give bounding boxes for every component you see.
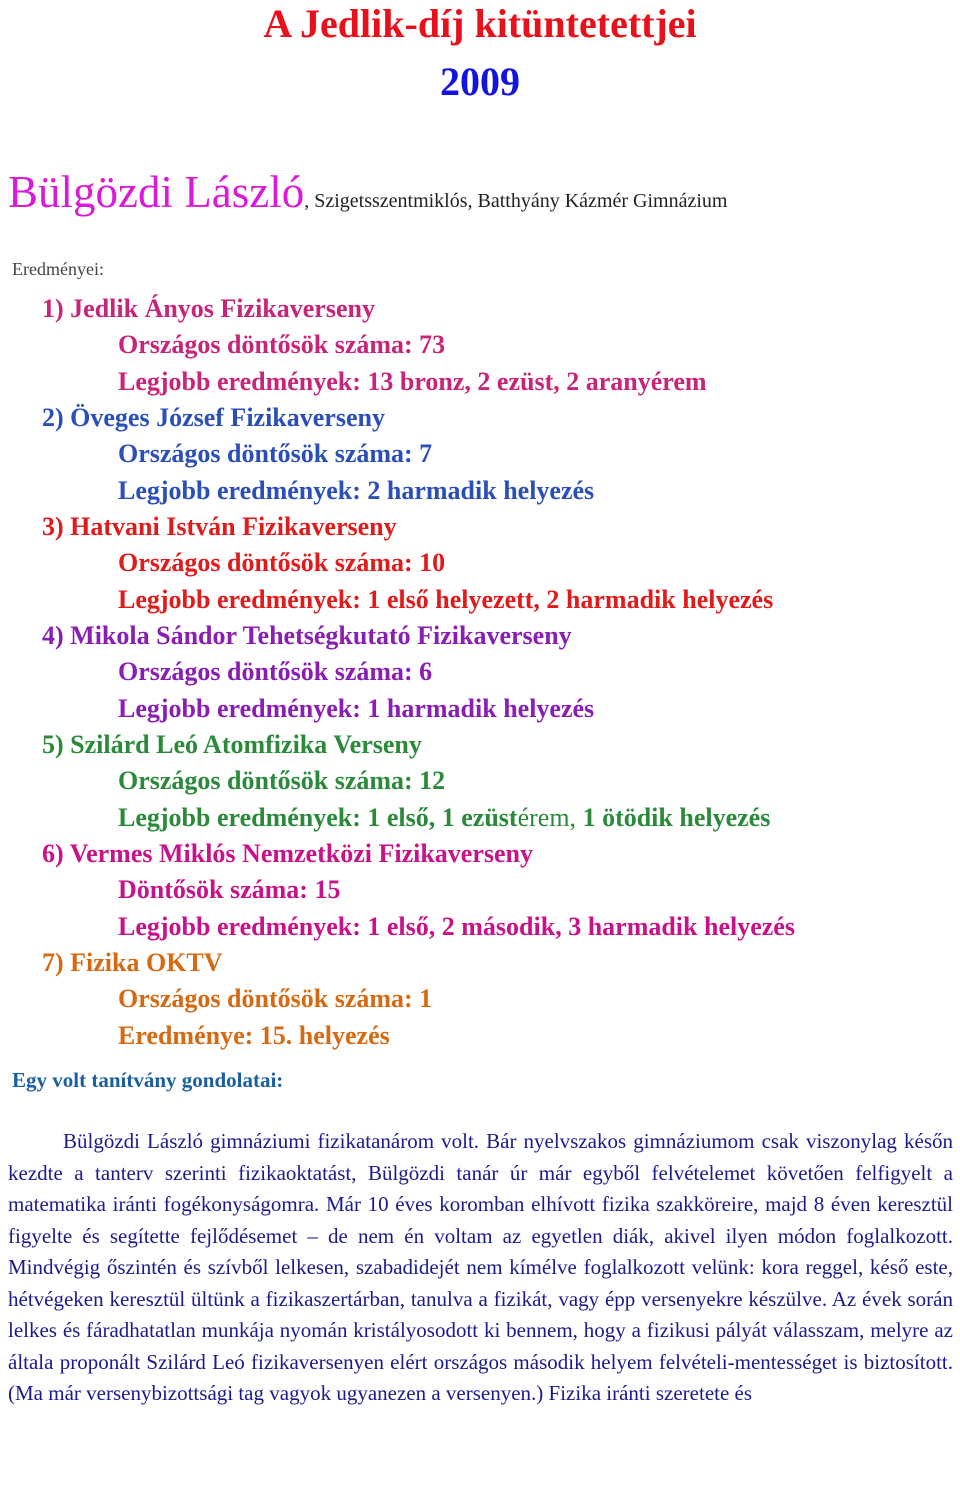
competition-title: 6) Vermes Miklós Nemzetközi Fizikaverseny <box>42 839 534 868</box>
competition-title: 3) Hatvani István Fizikaverseny <box>42 512 397 541</box>
competition-best: Legjobb eredmények: 13 bronz, 2 ezüst, 2 aranyérem <box>118 367 707 396</box>
competition-best <box>118 805 770 831</box>
competition-best-part: érem, <box>517 803 577 832</box>
competition-finalists: Döntősök száma: 15 <box>118 875 341 904</box>
competition-best: Legjobb eredmények: 1 első helyezett, 2 harmadik helyezés <box>118 585 774 614</box>
competition-title: 5) Szilárd Leó Atomfizika Verseny <box>42 730 422 759</box>
competition-finalists: Országos döntősök száma: 7 <box>118 439 433 468</box>
competition-best-part: Legjobb eredmények: 1 első, 1 ezüst <box>118 803 518 832</box>
competition-finalists: Országos döntősök száma: 73 <box>118 330 446 359</box>
awardee-name: Bülgözdi László <box>8 167 305 217</box>
competition-title: 1) Jedlik Ányos Fizikaverseny <box>42 294 375 323</box>
competition-title: 7) Fizika OKTV <box>42 948 223 977</box>
competition-finalists: Országos döntősök száma: 1 <box>118 984 433 1013</box>
awardee-line <box>8 167 728 217</box>
awardee-affiliation: , Szigetsszentmiklós, Batthyány Kázmér Gimnázium <box>304 190 728 212</box>
competition-best-part: 1 ötödik helyezés <box>576 803 771 832</box>
competition-finalists: Országos döntősök száma: 10 <box>118 548 446 577</box>
page-title: A Jedlik-díj kitüntetettjei <box>263 1 697 46</box>
competition-best: Legjobb eredmények: 1 első, 2 második, 3 harmadik helyezés <box>118 912 795 941</box>
competition-title: 2) Öveges József Fizikaverseny <box>42 403 385 432</box>
award-year: 2009 <box>440 59 520 104</box>
competition-finalists: Országos döntősök száma: 6 <box>118 657 433 686</box>
competition-finalists: Országos döntősök száma: 12 <box>118 766 446 795</box>
competition-best: Legjobb eredmények: 2 harmadik helyezés <box>118 476 595 505</box>
competition-best: Legjobb eredmények: 1 harmadik helyezés <box>118 694 595 723</box>
competition-best: Eredménye: 15. helyezés <box>118 1021 390 1050</box>
competition-title: 4) Mikola Sándor Tehetségkutató Fizikaverseny <box>42 621 572 650</box>
student-thought-heading: Egy volt tanítvány gondolatai: <box>12 1068 284 1092</box>
student-thought-text: Bülgözdi László gimnáziumi fizikatanárom volt. Bár nyelvszakos gimnáziumom csak viszonylag későn kezdte a tanterv szerinti fizikaoktatást, Bülgözdi tanár úr már egyből felvételemet követően felfigyelt a matematika iránti fogékonyságomra. Már 10 éves koromban elhívott fizika szakköreire, majd 8 éven keresztül figyelte és segítette fejlődésemet – de nem én voltam az egyetlen diák, akivel ilyen módon foglalkozott. Mindvégig őszintén és szívből lelkesen, szabadidejét nem kímélve foglalkozott velünk: kora reggel, késő este, hétvégeken keresztül ültünk a fizikaszertárban, tanulva a fizikát, vagy épp versenyekre készülve. Az évek során lelkes és fáradhatatlan munkája nyomán kristályosodott ki bennem, hogy a fizikusi pályát válasszam, melyre az általa proponált Szilárd Leó fizikaversenyen elért országos második helyem felvételi-mentességet is biztosított. (Ma már versenybizottsági tag vagyok ugyanezen a versenyen.) Fizika iránti szeretete és <box>8 1129 953 1405</box>
results-label: Eredményei: <box>12 259 104 279</box>
